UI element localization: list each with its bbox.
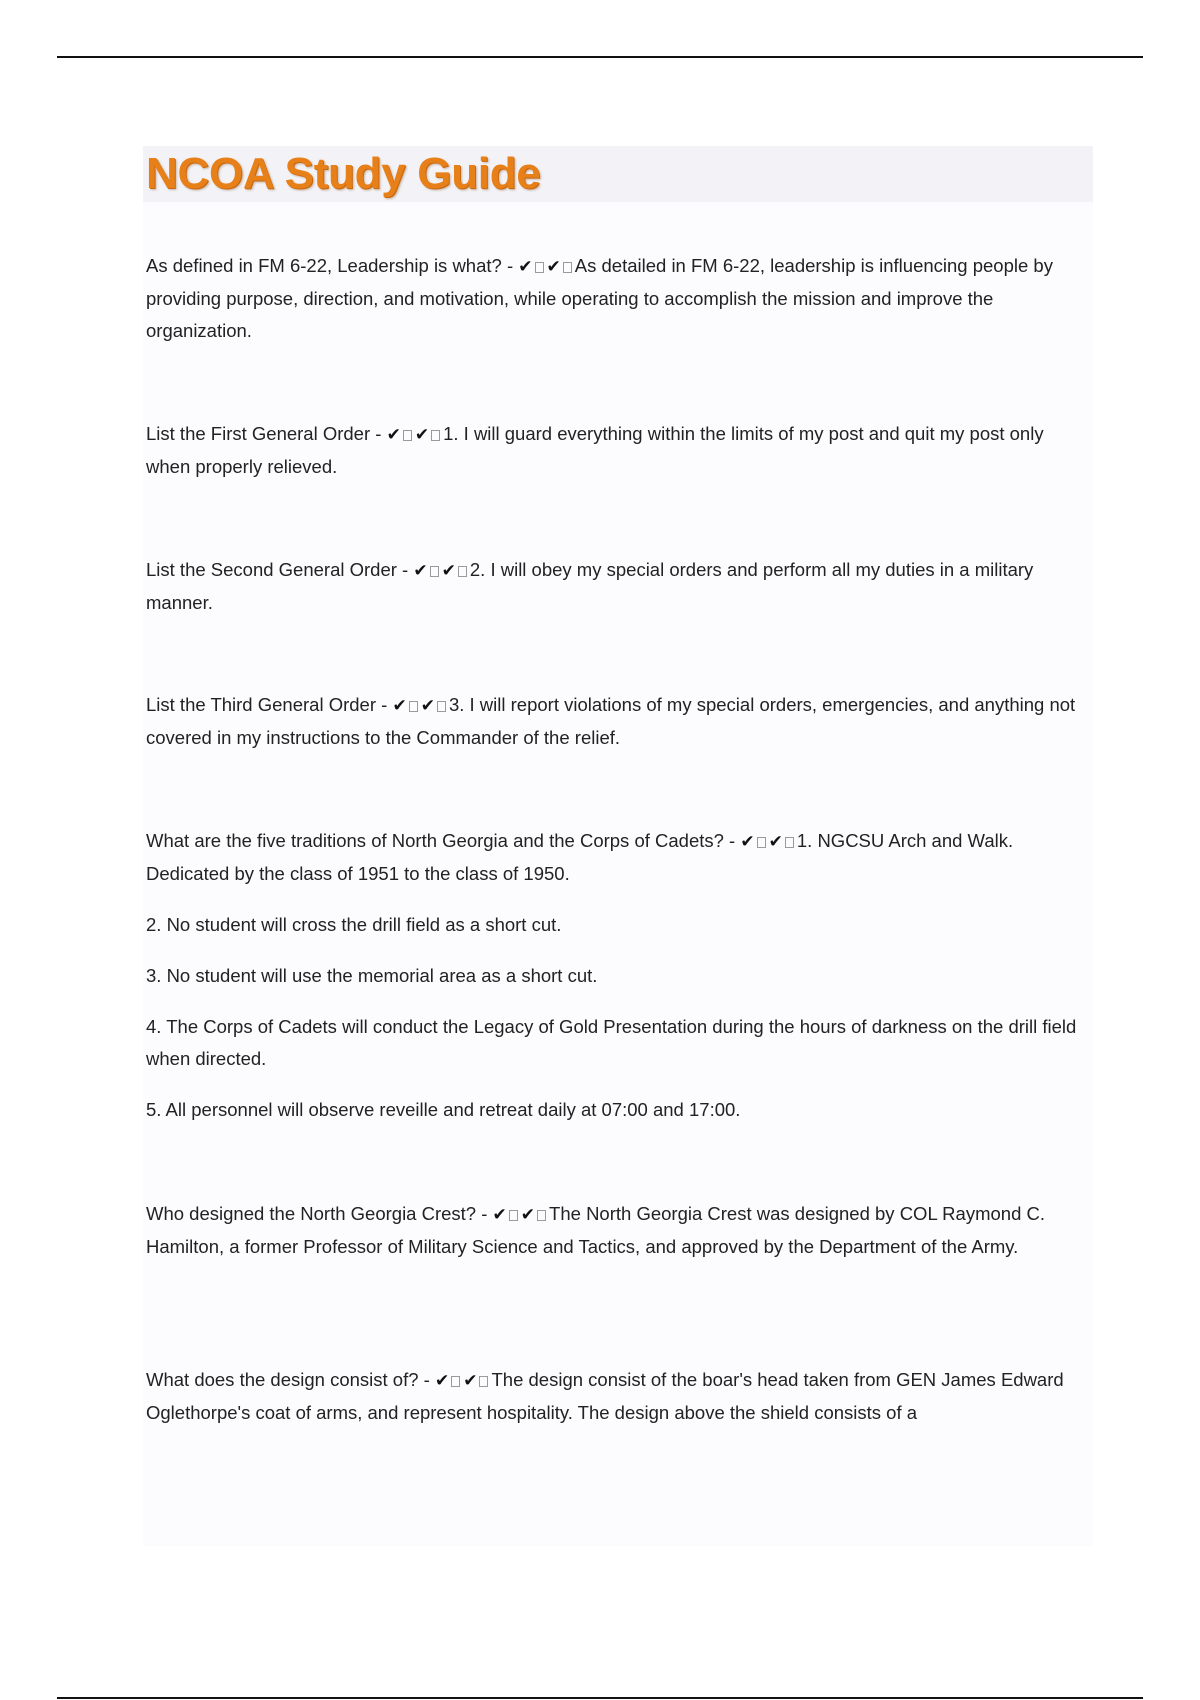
box-icon [451, 1376, 460, 1387]
qa-item [146, 250, 1086, 347]
box-icon [430, 566, 439, 577]
answer-text: 3. I will report violations of my special orders, emergencies, and anything not covered in my instructions to the Commander of the relief. [146, 694, 1076, 748]
box-icon [431, 430, 440, 441]
qa-item [146, 825, 1086, 1126]
check-icon: ✔ [463, 1371, 478, 1391]
box-icon [409, 701, 418, 712]
tradition-item: 3. No student will use the memorial area as a short cut. [146, 965, 598, 986]
separator: - [476, 1203, 493, 1224]
check-icon: ✔ [492, 1205, 507, 1225]
bottom-rule [57, 1697, 1143, 1699]
top-rule [57, 56, 1143, 58]
box-icon [403, 430, 412, 441]
tradition-item: 4. The Corps of Cadets will conduct the Legacy of Gold Presentation during the hours of darkness on the drill field when directed. [146, 1016, 1077, 1069]
box-icon [537, 1210, 546, 1221]
box-icon [509, 1210, 518, 1221]
check-icon: ✔ [434, 1371, 450, 1391]
answer-text: The design consist of the boar's head taken from GEN James Edward Oglethorpe's coat of arms, and represent hospitality. The design above the shield consists of a [146, 1369, 1064, 1423]
check-icon: ✔ [414, 425, 430, 445]
check-icon: ✔ [386, 425, 401, 445]
separator: - [418, 1369, 435, 1390]
answer-text: 1. NGCSU Arch and Walk. Dedicated by the class of 1951 to the class of 1950. [146, 830, 1014, 884]
answer-text: As detailed in FM 6-22, leadership is influencing people by providing purpose, direction, and motivation, while operating to accomplish the mission and improve the organization. [146, 255, 1053, 341]
box-icon [785, 837, 794, 848]
qa-paragraph [146, 825, 1086, 890]
qa-paragraph [146, 689, 1086, 754]
qa-item [146, 554, 1086, 619]
qa-paragraph [146, 1364, 1086, 1429]
qa-item [146, 689, 1086, 754]
separator: - [376, 694, 393, 715]
box-icon [458, 566, 467, 577]
check-icon: ✔ [768, 832, 783, 852]
separator: - [723, 830, 741, 851]
qa-paragraph [146, 250, 1086, 347]
check-icon: ✔ [740, 832, 755, 852]
box-icon [479, 1376, 488, 1387]
tradition-item: 2. No student will cross the drill field as a short cut. [146, 914, 562, 935]
qa-item [146, 1364, 1086, 1429]
box-icon [437, 701, 446, 712]
answer-text: The North Georgia Crest was designed by COL Raymond C. Hamilton, a former Professor of Military Science and Tactics, and approved by the Department of the Army. [146, 1203, 1045, 1257]
document-title: NCOA Study Guide [146, 149, 541, 198]
qa-paragraph [146, 418, 1086, 483]
box-icon [757, 837, 766, 848]
answer-text: 1. I will guard everything within the limits of my post and quit my post only when properly relieved. [146, 423, 1044, 477]
box-icon [563, 262, 572, 273]
separator: - [370, 423, 387, 444]
check-icon: ✔ [413, 561, 428, 581]
check-icon: ✔ [518, 257, 533, 277]
separator: - [501, 255, 519, 276]
answer-text: 2. I will obey my special orders and perform all my duties in a military manner. [146, 559, 1034, 613]
qa-item [146, 418, 1086, 483]
qa-item [146, 1198, 1086, 1263]
box-icon [535, 262, 544, 273]
question-text: List the Third General Order [146, 694, 376, 715]
check-icon: ✔ [392, 696, 407, 716]
question-text: List the Second General Order [146, 559, 397, 580]
tradition-item: 5. All personnel will observe reveille and retreat daily at 07:00 and 17:00. [146, 1099, 741, 1120]
question-text: List the First General Order [146, 423, 371, 444]
check-icon: ✔ [520, 1205, 536, 1225]
qa-paragraph [146, 1198, 1086, 1263]
question-text: What are the five traditions of North Georgia and the Corps of Cadets? [146, 830, 724, 851]
question-text: What does the design consist of? [146, 1369, 419, 1390]
check-icon: ✔ [420, 696, 435, 716]
question-text: As defined in FM 6-22, Leadership is what? [146, 255, 502, 276]
question-text: Who designed the North Georgia Crest? [146, 1203, 477, 1224]
check-icon: ✔ [441, 561, 456, 581]
separator: - [396, 559, 414, 580]
check-icon: ✔ [546, 257, 561, 277]
qa-paragraph [146, 554, 1086, 619]
